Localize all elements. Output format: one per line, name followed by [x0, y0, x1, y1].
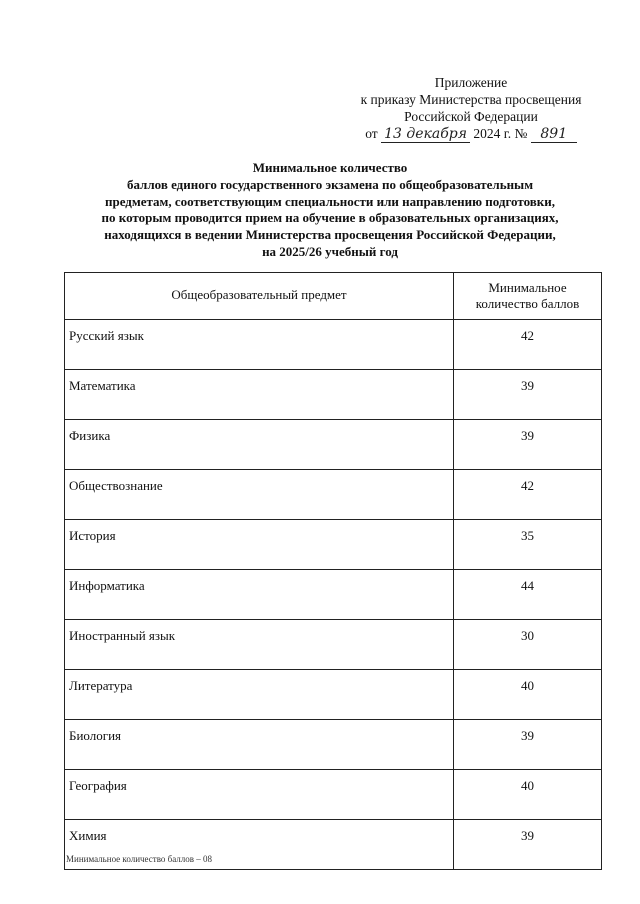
- table-row: [65, 420, 602, 470]
- header-score: [454, 273, 602, 320]
- appendix-ministry: Российской Федерации: [404, 109, 538, 124]
- title-line-5: находящихся в ведении Министерства просвещения Российской Федерации,: [104, 227, 556, 243]
- subject-cell: Обществознание: [65, 470, 454, 520]
- subject-cell: Иностранный язык: [65, 620, 454, 670]
- subject-cell: Информатика: [65, 570, 454, 620]
- subject-cell: История: [65, 520, 454, 570]
- score-cell: 39: [454, 420, 602, 470]
- score-cell: 42: [454, 320, 602, 370]
- page-footer: Минимальное количество баллов – 08: [66, 854, 213, 864]
- table-row: [65, 670, 602, 720]
- score-cell: 44: [454, 570, 602, 620]
- year-label: 2024 г. №: [473, 126, 528, 141]
- score-cell: 39: [454, 820, 602, 870]
- score-cell: 39: [454, 720, 602, 770]
- header-subject: Общеобразовательный предмет: [65, 273, 454, 320]
- order-date-line: [340, 125, 602, 143]
- table-row: [65, 570, 602, 620]
- subject-cell: Физика: [65, 420, 454, 470]
- score-cell: 39: [454, 370, 602, 420]
- score-cell: 40: [454, 670, 602, 720]
- table-row: [65, 520, 602, 570]
- title-line-2: баллов единого государственного экзамена по общеобразовательным: [126, 176, 534, 192]
- subject-cell: Литература: [65, 670, 454, 720]
- header-score-line-1: Минимальное: [488, 280, 567, 295]
- table-header-row: [65, 273, 602, 320]
- title-line-4: по которым проводится прием на обучение в образовательных организациях,: [101, 210, 559, 226]
- score-cell: 42: [454, 470, 602, 520]
- subject-cell: Химия: [65, 820, 454, 870]
- appendix-label: Приложение: [434, 75, 508, 90]
- table-row: [65, 370, 602, 420]
- table-row: [65, 320, 602, 370]
- score-cell: 35: [454, 520, 602, 570]
- header-score-line-2: количество баллов: [475, 296, 580, 311]
- table-row: [65, 470, 602, 520]
- subject-cell: Математика: [65, 370, 454, 420]
- table-row: [65, 620, 602, 670]
- score-cell: 40: [454, 770, 602, 820]
- from-label: от: [365, 126, 378, 141]
- appendix-header: [340, 74, 602, 143]
- title-line-6: на 2025/26 учебный год: [262, 243, 398, 259]
- document-title: [60, 160, 600, 261]
- table-row: [65, 720, 602, 770]
- title-line-3: предметам, соответствующим специальности или направлению подготовки,: [104, 193, 556, 209]
- order-number: 891: [531, 127, 577, 143]
- order-date: 13 декабря: [381, 127, 470, 143]
- appendix-order-ref: к приказу Министерства просвещения: [360, 92, 582, 107]
- subject-cell: География: [65, 770, 454, 820]
- subject-cell: Биология: [65, 720, 454, 770]
- scores-table: [64, 272, 602, 870]
- score-cell: 30: [454, 620, 602, 670]
- subject-cell: Русский язык: [65, 320, 454, 370]
- table-row: [65, 770, 602, 820]
- title-line-1: Минимальное количество: [252, 160, 408, 175]
